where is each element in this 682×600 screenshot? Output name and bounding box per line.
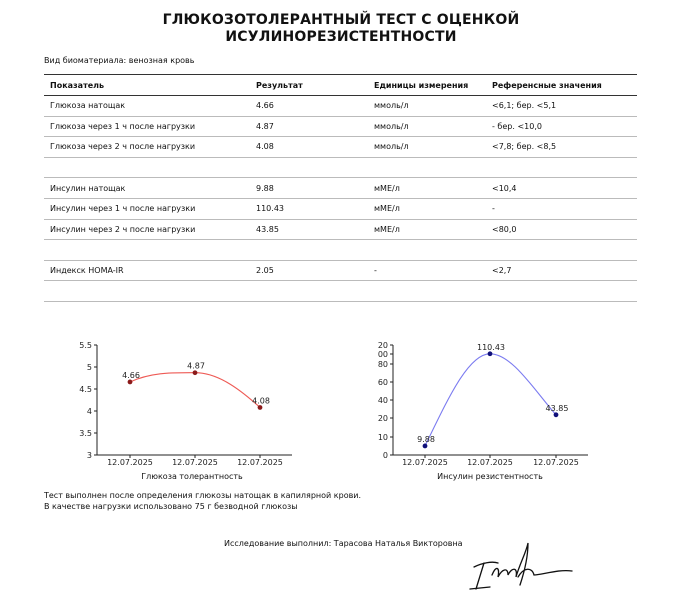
glucose-x-tick-label: 12.07.2025 <box>237 458 283 467</box>
insulin-data-label: 43.85 <box>545 403 569 413</box>
cell-units: - <box>368 260 486 281</box>
glucose-data-point <box>193 370 198 375</box>
glucose-x-tick-label: 12.07.2025 <box>107 458 153 467</box>
glucose-y-tick-label: 5.5 <box>79 341 92 350</box>
insulin-y-tick-label: 80 <box>377 360 388 369</box>
insulin-y-tick-label: 10 <box>377 433 388 442</box>
cell-units: мМЕ/л <box>368 178 486 199</box>
cell-indicator: Индекск HOMA-IR <box>44 260 250 281</box>
cell-indicator: Инсулин через 1 ч после нагрузки <box>44 198 250 219</box>
glucose-x-tick-label: 12.07.2025 <box>172 458 218 467</box>
insulin-data-label: 110.43 <box>477 342 505 352</box>
cell-reference: <80,0 <box>486 219 637 240</box>
cell-indicator: Глюкоза натощак <box>44 96 250 117</box>
biomaterial-type: Вид биоматериала: венозная кровь <box>44 56 195 65</box>
insulin-series-line <box>425 354 556 446</box>
cell-result: 2.05 <box>250 260 368 281</box>
cell-result: 4.87 <box>250 116 368 137</box>
cell-units: ммоль/л <box>368 96 486 117</box>
cell-result: 43.85 <box>250 219 368 240</box>
cell-result: 4.08 <box>250 137 368 158</box>
cell-units: ммоль/л <box>368 116 486 137</box>
insulin-y-tick-label: 0 <box>382 451 388 460</box>
cell-indicator: Глюкоза через 1 ч после нагрузки <box>44 116 250 137</box>
performed-by: Исследование выполнил: Тарасова Наталья Викторовна <box>224 539 463 548</box>
title-line-2: ИСУЛИНОРЕЗИСТЕНТНОСТИ <box>225 29 457 45</box>
cell-reference: <6,1; бер. <5,1 <box>486 96 637 117</box>
insulin-chart-title: Инсулин резистентность <box>437 472 543 481</box>
note-line-1: Тест выполнен после определения глюкозы натощак в капилярной крови. <box>44 491 362 500</box>
insulin-y-tick-label: 20 <box>377 341 388 350</box>
header-indicator: Показатель <box>44 75 250 96</box>
glucose-chart-title: Глюкоза толерантность <box>141 472 243 481</box>
insulin-data-point <box>423 444 428 449</box>
cell-units: мМЕ/л <box>368 219 486 240</box>
glucose-data-label: 4.08 <box>252 396 270 406</box>
insulin-x-tick-label: 12.07.2025 <box>467 458 513 467</box>
glucose-y-tick-label: 4.5 <box>79 385 92 394</box>
cell-reference: - <box>486 198 637 219</box>
insulin-y-tick-label: 60 <box>377 378 388 387</box>
glucose-y-tick-label: 3 <box>86 451 92 460</box>
cell-units: мМЕ/л <box>368 198 486 219</box>
cell-reference: - бер. <10,0 <box>486 116 637 137</box>
glucose-data-label: 4.66 <box>122 370 140 380</box>
insulin-y-tick-label: 20 <box>377 414 388 423</box>
glucose-series-line <box>130 373 260 408</box>
cell-result: 9.88 <box>250 178 368 199</box>
glucose-y-tick-label: 5 <box>86 363 92 372</box>
insulin-x-tick-label: 12.07.2025 <box>533 458 579 467</box>
insulin-y-tick-label: 00 <box>377 350 388 359</box>
title-line-1: ГЛЮКОЗОТОЛЕРАНТНЫЙ ТЕСТ С ОЦЕНКОЙ <box>162 12 520 28</box>
cell-indicator: Глюкоза через 2 ч после нагрузки <box>44 137 250 158</box>
glucose-data-point <box>258 405 263 410</box>
cell-reference: <2,7 <box>486 260 637 281</box>
header-units: Единицы измерения <box>368 75 486 96</box>
cell-indicator: Инсулин натощак <box>44 178 250 199</box>
insulin-y-tick-label: 40 <box>377 396 388 405</box>
note-line-2: В качестве нагрузки использовано 75 г безводной глюкозы <box>44 502 298 511</box>
notes <box>44 490 361 512</box>
cell-reference: <7,8; бер. <8,5 <box>486 137 637 158</box>
cell-reference: <10,4 <box>486 178 637 199</box>
glucose-data-point <box>128 380 133 385</box>
header-result: Результат <box>250 75 368 96</box>
insulin-x-tick-label: 12.07.2025 <box>402 458 448 467</box>
insulin-data-point <box>488 351 493 356</box>
insulin-data-point <box>554 412 559 417</box>
cell-result: 110.43 <box>250 198 368 219</box>
signature <box>462 533 582 591</box>
header-reference: Референсные значения <box>486 75 637 96</box>
glucose-y-tick-label: 3.5 <box>79 429 92 438</box>
cell-indicator: Инсулин через 2 ч после нагрузки <box>44 219 250 240</box>
insulin-data-label: 9.88 <box>417 434 435 444</box>
cell-result: 4.66 <box>250 96 368 117</box>
glucose-y-tick-label: 4 <box>86 407 92 416</box>
glucose-data-label: 4.87 <box>187 361 205 371</box>
cell-units: ммоль/л <box>368 137 486 158</box>
